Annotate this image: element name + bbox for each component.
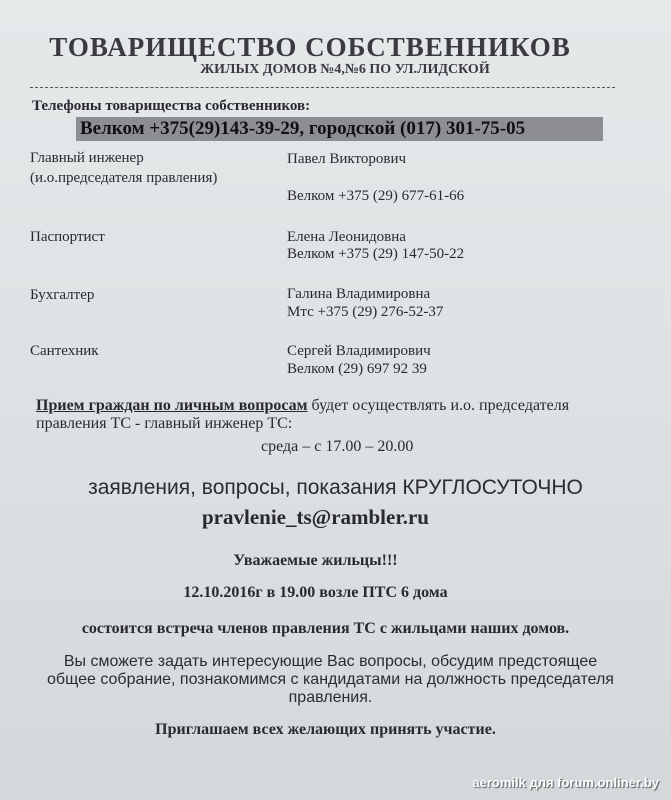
document-subtitle: ЖИЛЫХ ДОМОВ №4,№6 ПО УЛ.ЛИДСКОЙ <box>200 62 490 77</box>
reception-paragraph <box>36 396 569 415</box>
contact-name: Сергей Владимирович <box>287 343 431 359</box>
details-line: Вы сможете задать интересующие Вас вопросы, обсудим предстоящее <box>63 653 598 670</box>
contact-role-note: (и.о.председателя правления) <box>30 170 218 186</box>
contact-role: Бухгалтер <box>30 287 95 303</box>
contact-email: pravlenie_ts@rambler.ru <box>202 505 429 529</box>
greeting: Уважаемые жильцы!!! <box>233 552 398 569</box>
contact-phone: Велком (29) 697 92 39 <box>287 361 427 377</box>
watermark: aeromilk для forum.onliner.by <box>472 775 659 790</box>
phones-line: Велком +375(29)143-39-29, городской (017) 301-75-05 <box>80 118 526 139</box>
reception-heading: Прием граждан по личным вопросам <box>36 397 308 414</box>
details-line: общее собрание, познакомимся с кандидатами на должность председателя <box>47 671 614 688</box>
contact-role: Сантехник <box>30 343 99 359</box>
requests-line: заявления, вопросы, показания КРУГЛОСУТОЧНО <box>88 476 583 499</box>
dashed-divider <box>30 87 615 88</box>
reception-text: будет осуществлять и.о. председателя <box>307 397 570 414</box>
document-title: ТОВАРИЩЕСТВО СОБСТВЕННИКОВ <box>49 32 571 62</box>
contact-name: Павел Викторович <box>287 151 407 167</box>
contact-phone: Мтс +375 (29) 276-52-37 <box>287 304 444 320</box>
reception-hours: среда – с 17.00 – 20.00 <box>261 438 414 455</box>
contact-name: Галина Владимировна <box>287 286 431 302</box>
contact-phone: Велком +375 (29) 677-61-66 <box>287 188 465 204</box>
meeting-when: 12.10.2016г в 19.00 возле ПТС 6 дома <box>183 584 448 601</box>
reception-text-line2: правления ТС - главный инженер ТС: <box>36 415 293 432</box>
contact-role: Паспортист <box>30 229 105 245</box>
phones-label: Телефоны товарищества собственников: <box>32 98 311 114</box>
contact-name: Елена Леонидовна <box>287 229 406 245</box>
meeting-what: состоится встреча членов правления ТС с жильцами наших домов. <box>81 620 570 637</box>
details-line: правления. <box>288 689 373 706</box>
contact-phone: Велком +375 (29) 147-50-22 <box>287 246 465 262</box>
contact-role: Главный инженер <box>30 150 144 166</box>
invitation: Приглашаем всех желающих принять участие. <box>155 721 496 738</box>
